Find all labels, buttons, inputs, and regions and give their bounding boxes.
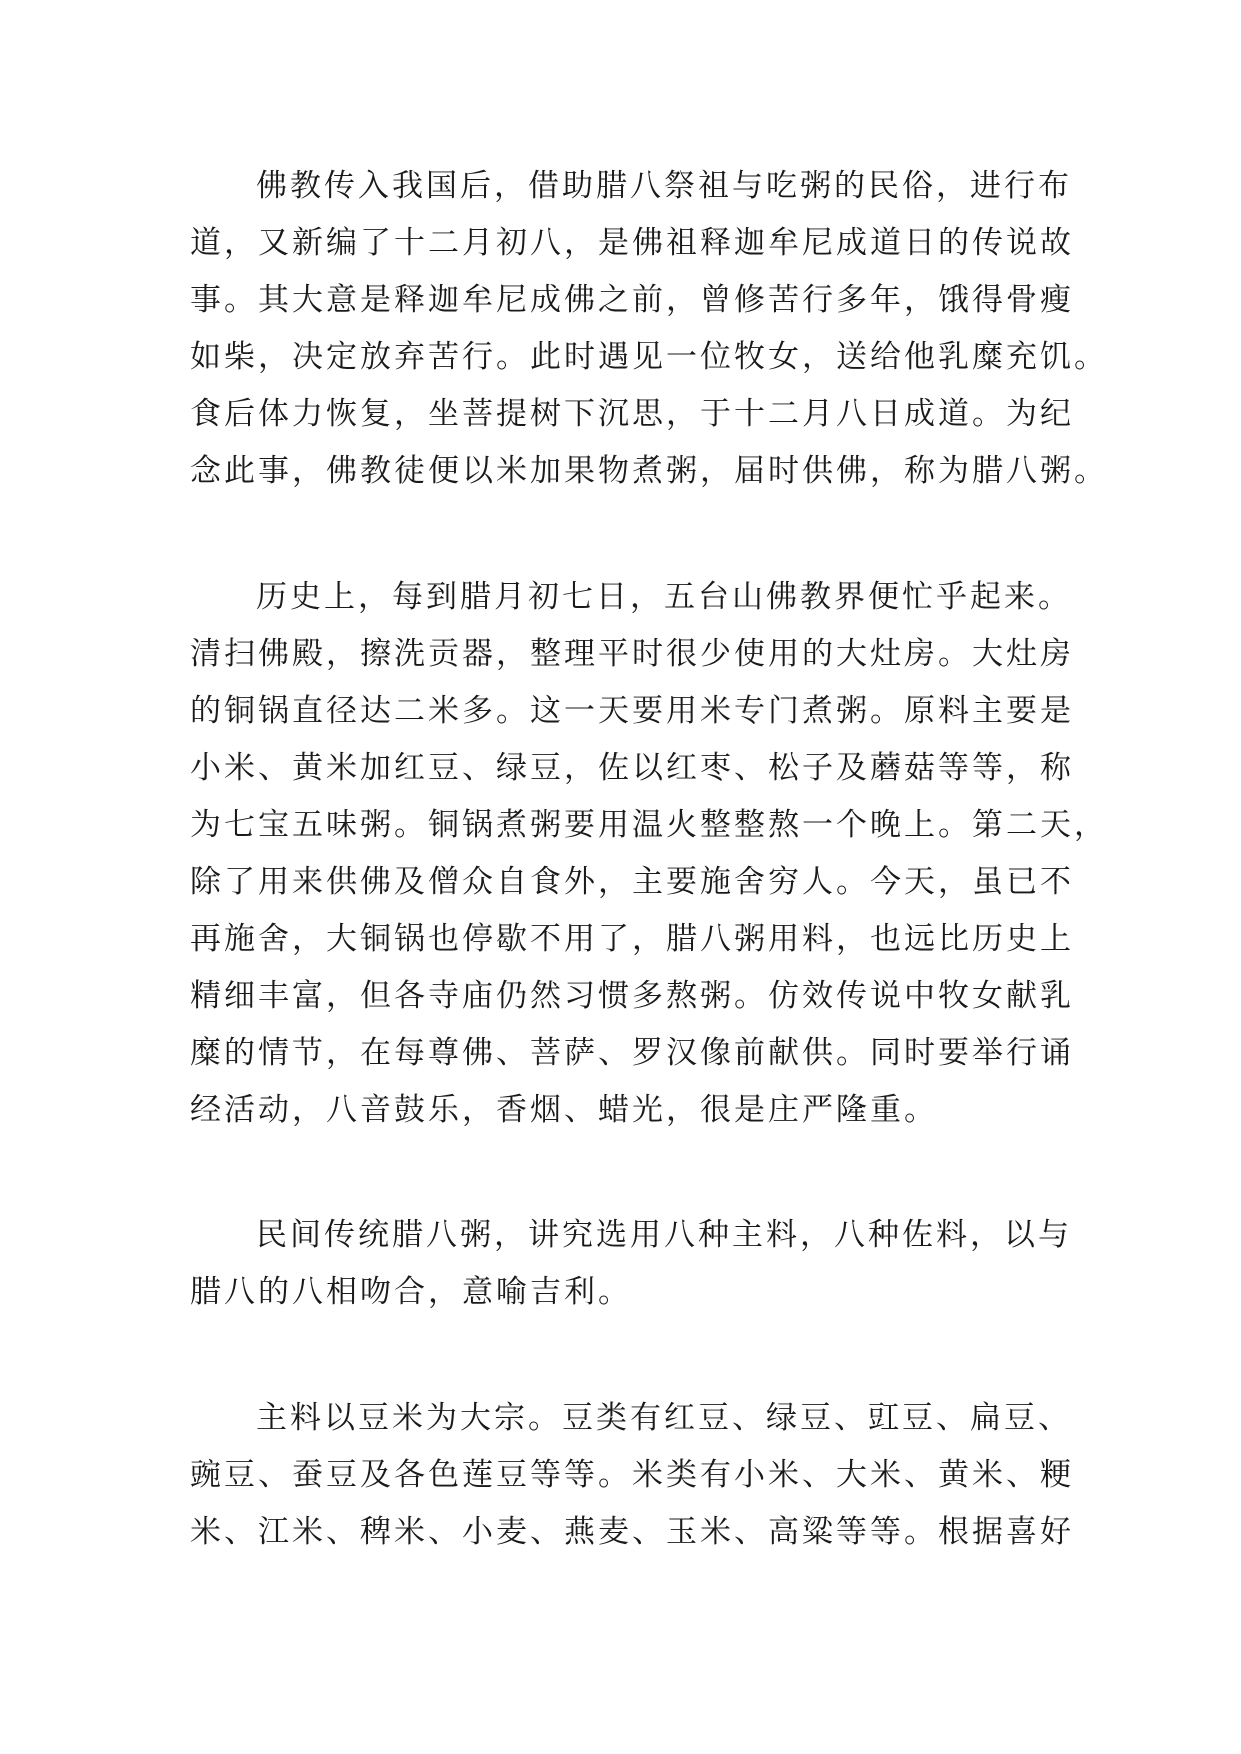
text-line: 食后体力恢复，坐菩提树下沉思，于十二月八日成道。为纪 xyxy=(190,396,1074,432)
text-line: 的铜锅直径达二米多。这一天要用米专门煮粥。原料主要是 xyxy=(190,693,1074,729)
text-line: 糜的情节，在每尊佛、菩萨、罗汉像前献供。同时要举行诵 xyxy=(190,1035,1074,1071)
text-line: 经活动，八音鼓乐，香烟、蜡光，很是庄严隆重。 xyxy=(190,1092,938,1128)
text-line: 米、江米、稗米、小麦、燕麦、玉米、高粱等等。根据喜好 xyxy=(190,1514,1074,1550)
text-line: 道，又新编了十二月初八，是佛祖释迦牟尼成道日的传说故 xyxy=(190,225,1074,261)
text-line: 主料以豆米为大宗。豆类有红豆、绿豆、豇豆、扁豆、 xyxy=(256,1400,1072,1436)
paragraph-folk-tradition xyxy=(190,1207,1070,1321)
text-line: 清扫佛殿，擦洗贡器，整理平时很少使用的大灶房。大灶房 xyxy=(190,636,1074,672)
text-line: 精细丰富，但各寺庙仍然习惯多熬粥。仿效传说中牧女献乳 xyxy=(190,978,1074,1014)
text-line: 念此事，佛教徒便以米加果物煮粥，届时供佛，称为腊八粥。 xyxy=(190,453,1108,489)
paragraph-laba-buddhist-origin xyxy=(190,158,1108,500)
text-line: 小米、黄米加红豆、绿豆，佐以红枣、松子及蘑菇等等，称 xyxy=(190,750,1074,786)
text-line: 豌豆、蚕豆及各色莲豆等等。米类有小米、大米、黄米、粳 xyxy=(190,1457,1074,1493)
text-line: 为七宝五味粥。铜锅煮粥要用温火整整熬一个晚上。第二天， xyxy=(190,807,1108,843)
text-line: 事。其大意是释迦牟尼成佛之前，曾修苦行多年，饿得骨瘦 xyxy=(190,282,1074,318)
text-line: 历史上，每到腊月初七日，五台山佛教界便忙乎起来。 xyxy=(256,579,1072,615)
text-line: 民间传统腊八粥，讲究选用八种主料，八种佐料，以与 xyxy=(256,1217,1072,1253)
text-line: 佛教传入我国后，借助腊八祭祖与吃粥的民俗，进行布 xyxy=(256,168,1072,204)
text-line: 腊八的八相吻合，意喻吉利。 xyxy=(190,1274,632,1310)
text-line: 如柴，决定放弃苦行。此时遇见一位牧女，送给他乳糜充饥。 xyxy=(190,339,1108,375)
text-line: 再施舍，大铜锅也停歇不用了，腊八粥用料，也远比历史上 xyxy=(190,921,1074,957)
text-line: 除了用来供佛及僧众自食外，主要施舍穷人。今天，虽已不 xyxy=(190,864,1074,900)
paragraph-wutai-mountain-history xyxy=(190,569,1108,1139)
paragraph-main-ingredients xyxy=(190,1390,1074,1561)
